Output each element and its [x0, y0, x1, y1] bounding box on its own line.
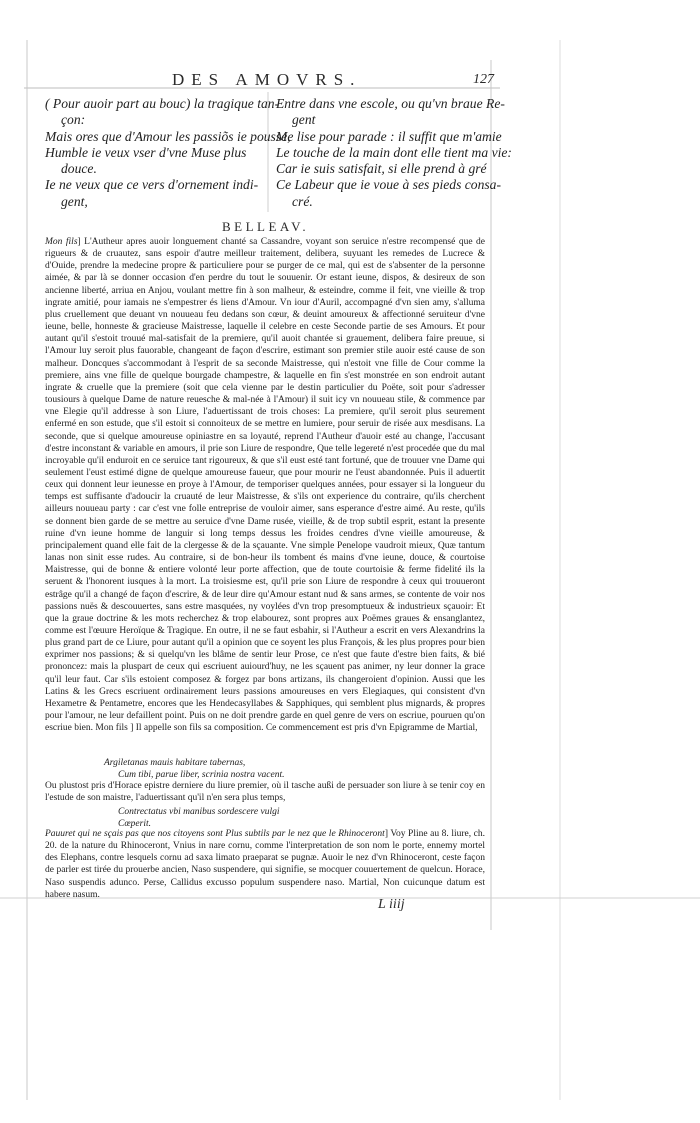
commentary-paragraph — [45, 828, 485, 901]
quotation-line: Cœperit. — [118, 819, 151, 829]
commentary-text: ] L'Autheur apres auoir longuement chanté sa Cassandre, voyant son seruice n'estre recompensé que de rigueurs & de cruautez, sans espoir d'autre meilleur traitement, delibera, suyuant les remedes de Lucrece & d'Ouide, prendre la medecine propre & particuliere pour se purger de ce mal, qui est de s'absenter de la personne aimée, & par là se donner occasion d'en perdre du tout le souuenir. Or estant ieune, dispos, & desireux de son ancienne liberté, arriua en Anjou, voulant mettre fin à son malheur, & esteindre, comme il feit, vne vieille & trop ingrate amitié, pour iamais ne s'empestrer és liens d'Amour. Vn iour d'Auril, accompagné d'vn sien amy, s'alluma plus cruellement que deuant vn nouueau feu dedans son cœur, & deuint amoureux & affectionné seruiteur d'vne ieune, belle, honneste & gracieuse Maistresse, laquelle il celebre en ceste Seconde partie de ses Amours. Et pour autant qu'il s'estoit trouué mal-satisfait de la premiere, qu'il auoit chantée si grauement, delibera faire preuue, si l'Amour luy seroit plus fauorable, changeant de façon d'escrire, estimant son premier stile auoir esté cause de son malheur. Doncques s'accommodant à l'esprit de sa seconde Maistresse, qui n'estoit vne fille de Cour comme la premiere, ains vne fille de quelque bourgade champestre, & laquelle en fin s'est monstrée en son endroit autant ingrate & cruelle que la premiere (soit que cela vienne par le destin particulier du Poëte, soit pour s'adresser tousiours à quelque Dame de nature reuesche & mal-née à l'Amour) il suit icy vn nouueau stile, & commence par vne Elegie qu'il addresse à son Liure, l'aduertissant de trois choses: La premiere, qu'il seroit plus seurement enfermé en son estude, que s'il estoit si connoiteux de se mettre en lumiere, pour seruir de risée aux mesdisans. La seconde, que si quelque amoureuse opiniastre en sa loyauté, reprend l'Autheur d'auoir esté au change, l'accusant d'estre inconstant & variable en amours, il prie son Liure de respondre, Que telle legereté n'est procedée que du mal incroyable qu'il enduroit en ce seruice tant rigoureux, & que s'il eust esté tant fortuné, que de trouuer vne Dame qui seulement l'eust estimé digne de quelque amoureuse faueur, que pour mourir ne l'eust abandonnée. Puis il aduertit ceux qui donnent leur ieunesse en proye à l'Amour, de temporiser quelques années, pour essayer si la longueur du temps est suffisante d'adoucir la cruauté de leur Maistresse, & s'ils ont experience du contraire, qu'ils cherchent ailleurs nouueau party : car c'est vne folle entreprise de vouloir aimer, sans esperance d'estre aimé. Au reste, qu'ils se donnent bien garde de se mettre au seruice d'vne Dame rusée, vieille, & de trop subtil esprit, estant la presente ruine d'vn ieune homme de languir si long temps dessus les froides cendres d'vne vieille amoureuse, & principalement quand elle fait de la clergesse & de la sçauante. Vne simple Penelope vaudroit mieux, Quæ tantum lanas non sinit esse rudes. Au contraire, si de bon-heur ils tombent és mains d'vne ieune, douce, & courtoise Maistresse, qui de bonne & entiere volonté leur porte affection, que de toute courtoisie & ferme fidelité ils la seruent & l'honorent iusques à la mort. La troisiesme est, qu'il prie son Liure de respondre à ceux qui trouueront estrâge qu'il a changé de façon d'escrire, & de leur dire qu'Amour estant nud & sans armes, se contente de voir nos passions nuës & descouuertes, sans estre masquées, ny voylées d'vn trop presomptueux & industrieux sçauoir: Et que la graue doctrine & les mots recherchez & trop elabourez, sont propres aux Poëmes graues & ensanglantez, comme est l'œuure Heroïque & Tragique. En outre, il ne se faut esbahir, si l'Autheur a escrit en vers Alexandrins la plus grand part de ce Liure, pour autant qu'il a opinion que ce soyent les plus François, & les plus propres pour bien exprimer nos passions; & si quelqu'vn les blâme de sentir leur Prose, ce n'est que faute d'estre bien faits, & bié prononcez: mais la pluspart de ceux qui escriuent auiourd'huy, ne les sçauent pas animer, ny leur donner la grace qu'il leur faut. Car s'ils estoient composez & forgez par bons artizans, ils changeroient d'opinion. Aussi que les Latins & les Grecs escriuent ordinairement leurs passions amoureuses en vers Elegiaques, qui consistent d'vn Hexametre & Pentametre, encores que les Hendecasyllabes & Sapphiques, qui semblent plus mignards, & propres pour l'amour, ne leur defaillent point. Puis on ne doit prendre garde en quel genre de vers on escriue, pouruen qu'on escriue bien. Mon fils ] Il appelle son fils sa composition. Ce commencement est pris d'vn Epigramme de Martial, — [45, 237, 485, 734]
verse-line: gent, — [61, 193, 88, 209]
verse-column-left — [45, 96, 291, 210]
lemma: Mon fils — [45, 237, 78, 247]
verse-line: gent — [292, 112, 316, 128]
verse-line: cré. — [292, 193, 313, 209]
quotation-line: Contrectatus vbi manibus sordescere vulgi — [118, 807, 280, 817]
verse-line: Mais ores que d'Amour les passiõs ie pousse, — [45, 128, 291, 144]
quotation-line: Cum tibi, parue liber, scrinia nostra vacent. — [118, 770, 285, 780]
commentary-title: BELLEAV. — [222, 219, 310, 234]
signature-mark: L iiij — [378, 897, 405, 912]
verse-line: Humble ie veux vser d'vne Muse plus — [45, 144, 247, 160]
verse-line: Le touche de la main dont elle tient ma vie: — [276, 144, 512, 160]
running-head: DES AMOVRS. — [172, 70, 362, 89]
commentary-paragraph — [45, 236, 485, 734]
verse-line: ( Pour auoir part au bouc) la tragique tan- — [45, 96, 280, 111]
commentary-paragraph: Ou plustost pris d'Horace epistre derniere du liure premier, où il tasche außi de persuader son liure à se tenir coy en l'estude de son maistre, l'aduertissant qu'il n'en sera plus temps, — [45, 781, 485, 804]
verse-line: Car ie suis satisfait, si elle prend à gré — [276, 161, 487, 177]
verse-line: Ce Labeur que ie voue à ses pieds consa- — [276, 177, 502, 193]
page-number: 127 — [473, 72, 494, 87]
verse-line: Me lise pour parade : il suffit que m'amie — [276, 128, 502, 144]
latin-quotation — [104, 757, 285, 781]
quotation-line: Argiletanas mauis habitare tabernas, — [104, 758, 246, 768]
verse-column-right — [276, 96, 512, 210]
commentary-text: ] Voy Pline au 8. liure, ch. 20. de la nature du Rhinoceront, Vnius in nare cornu, comme l'interpretation de son nom le porte, ennemy mortel des Elephans, contre lesquels cornu ad saxa limato praeparat se pugnæ. Auoir le nez d'vn Rhinoceront, ceste façon de parler est tirée du prouerbe ancien, Naso suspendere, qui signifie, se mocquer couuertement de quelcun. Horace, Naso suspendis adunco. Perse, Callidus excusso populum suspendere naso. Martial, Non cuicunque datum est habere nasum. — [45, 829, 485, 900]
verse-line: Entre dans vne escole, ou qu'vn braue Re- — [276, 96, 505, 111]
verse-line: çon: — [61, 112, 86, 128]
latin-quotation — [118, 806, 279, 830]
verse-line: Ie ne veux que ce vers d'ornement indi- — [45, 177, 259, 193]
verse-line: douce. — [61, 161, 97, 177]
lemma: Pauuret qui ne sçais pas que nos citoyens sont Plus subtils par le nez que le Rhinoceront — [45, 829, 385, 839]
